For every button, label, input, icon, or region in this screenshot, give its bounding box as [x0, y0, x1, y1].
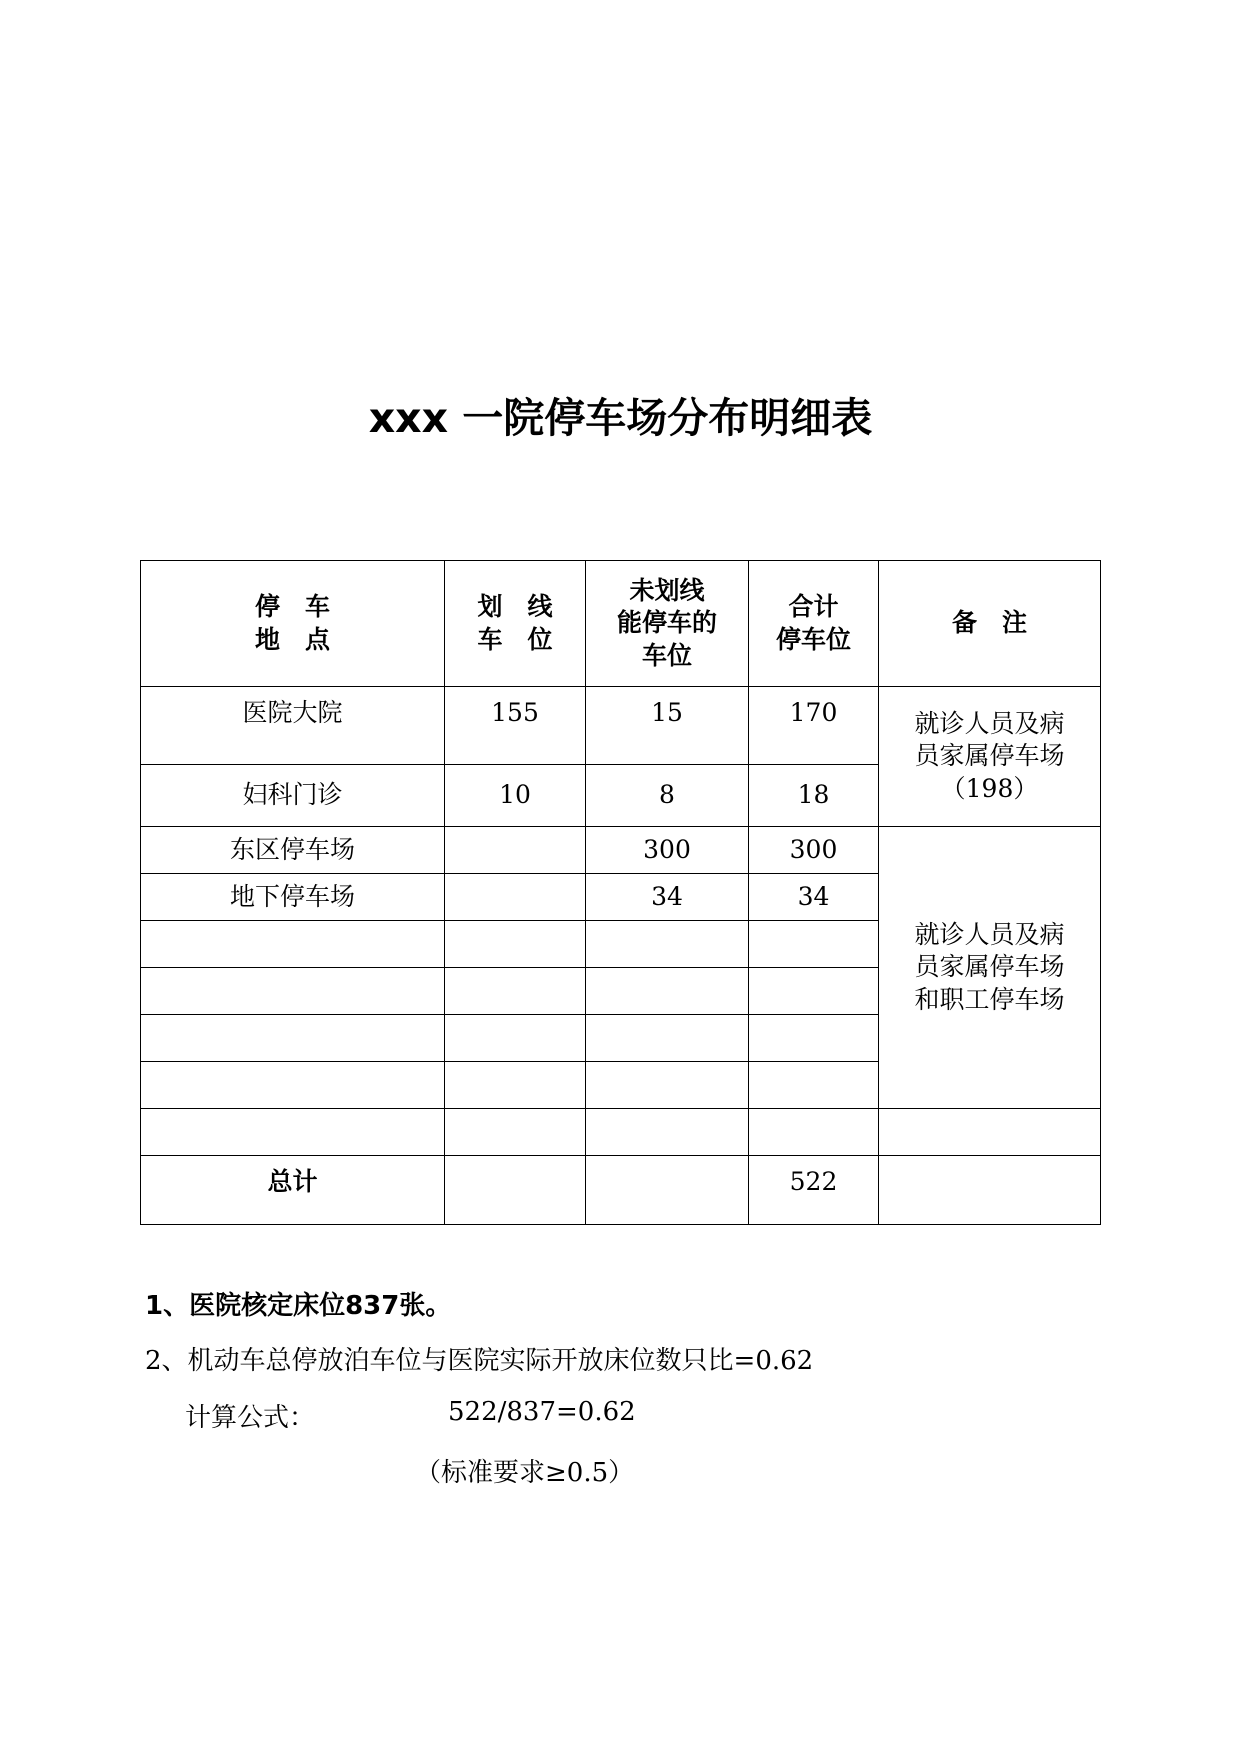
- summary-total: 522: [749, 1156, 879, 1225]
- row-marked: [445, 874, 586, 921]
- row-total: 34: [749, 874, 879, 921]
- header-total: 合计 停车位: [749, 561, 879, 687]
- row-unmarked: 34: [586, 874, 749, 921]
- row-location: 妇科门诊: [141, 765, 445, 827]
- parking-table: [140, 560, 1101, 1225]
- row-unmarked: 300: [586, 827, 749, 874]
- header-row: [141, 561, 1101, 687]
- row-location: 地下停车场: [141, 874, 445, 921]
- row-location: 医院大院: [141, 687, 445, 765]
- row-marked: 10: [445, 765, 586, 827]
- table-row: [141, 827, 1101, 874]
- row-total: 170: [749, 687, 879, 765]
- row-marked: [445, 827, 586, 874]
- remarks-group1: 就诊人员及病 员家属停车场 （198）: [879, 687, 1101, 827]
- row-marked: 155: [445, 687, 586, 765]
- note-ratio: 2、机动车总停放泊车位与医院实际开放床位数只比=0.62: [145, 1346, 814, 1376]
- row-unmarked: 15: [586, 687, 749, 765]
- table-row: [141, 687, 1101, 765]
- empty-row: [141, 1109, 1101, 1156]
- summary-row: [141, 1156, 1101, 1225]
- row-location: 东区停车场: [141, 827, 445, 874]
- calc-label: 计算公式：: [185, 1403, 316, 1433]
- row-total: 300: [749, 827, 879, 874]
- page-title: xxx 一院停车场分布明细表: [368, 394, 873, 442]
- header-unmarked: 未划线 能停车的 车位: [586, 561, 749, 687]
- remarks-group2: 就诊人员及病 员家属停车场 和职工停车场: [879, 827, 1101, 1109]
- note-beds: 1、医院核定床位837张。: [145, 1291, 452, 1321]
- row-unmarked: 8: [586, 765, 749, 827]
- summary-label: 总计: [141, 1156, 445, 1225]
- calc-value: 522/837=0.62: [448, 1397, 636, 1427]
- header-remarks: 备 注: [879, 561, 1101, 687]
- row-total: 18: [749, 765, 879, 827]
- standard-requirement: （标准要求≥0.5）: [415, 1458, 635, 1488]
- header-location: 停 车 地 点: [141, 561, 445, 687]
- header-marked: 划 线 车 位: [445, 561, 586, 687]
